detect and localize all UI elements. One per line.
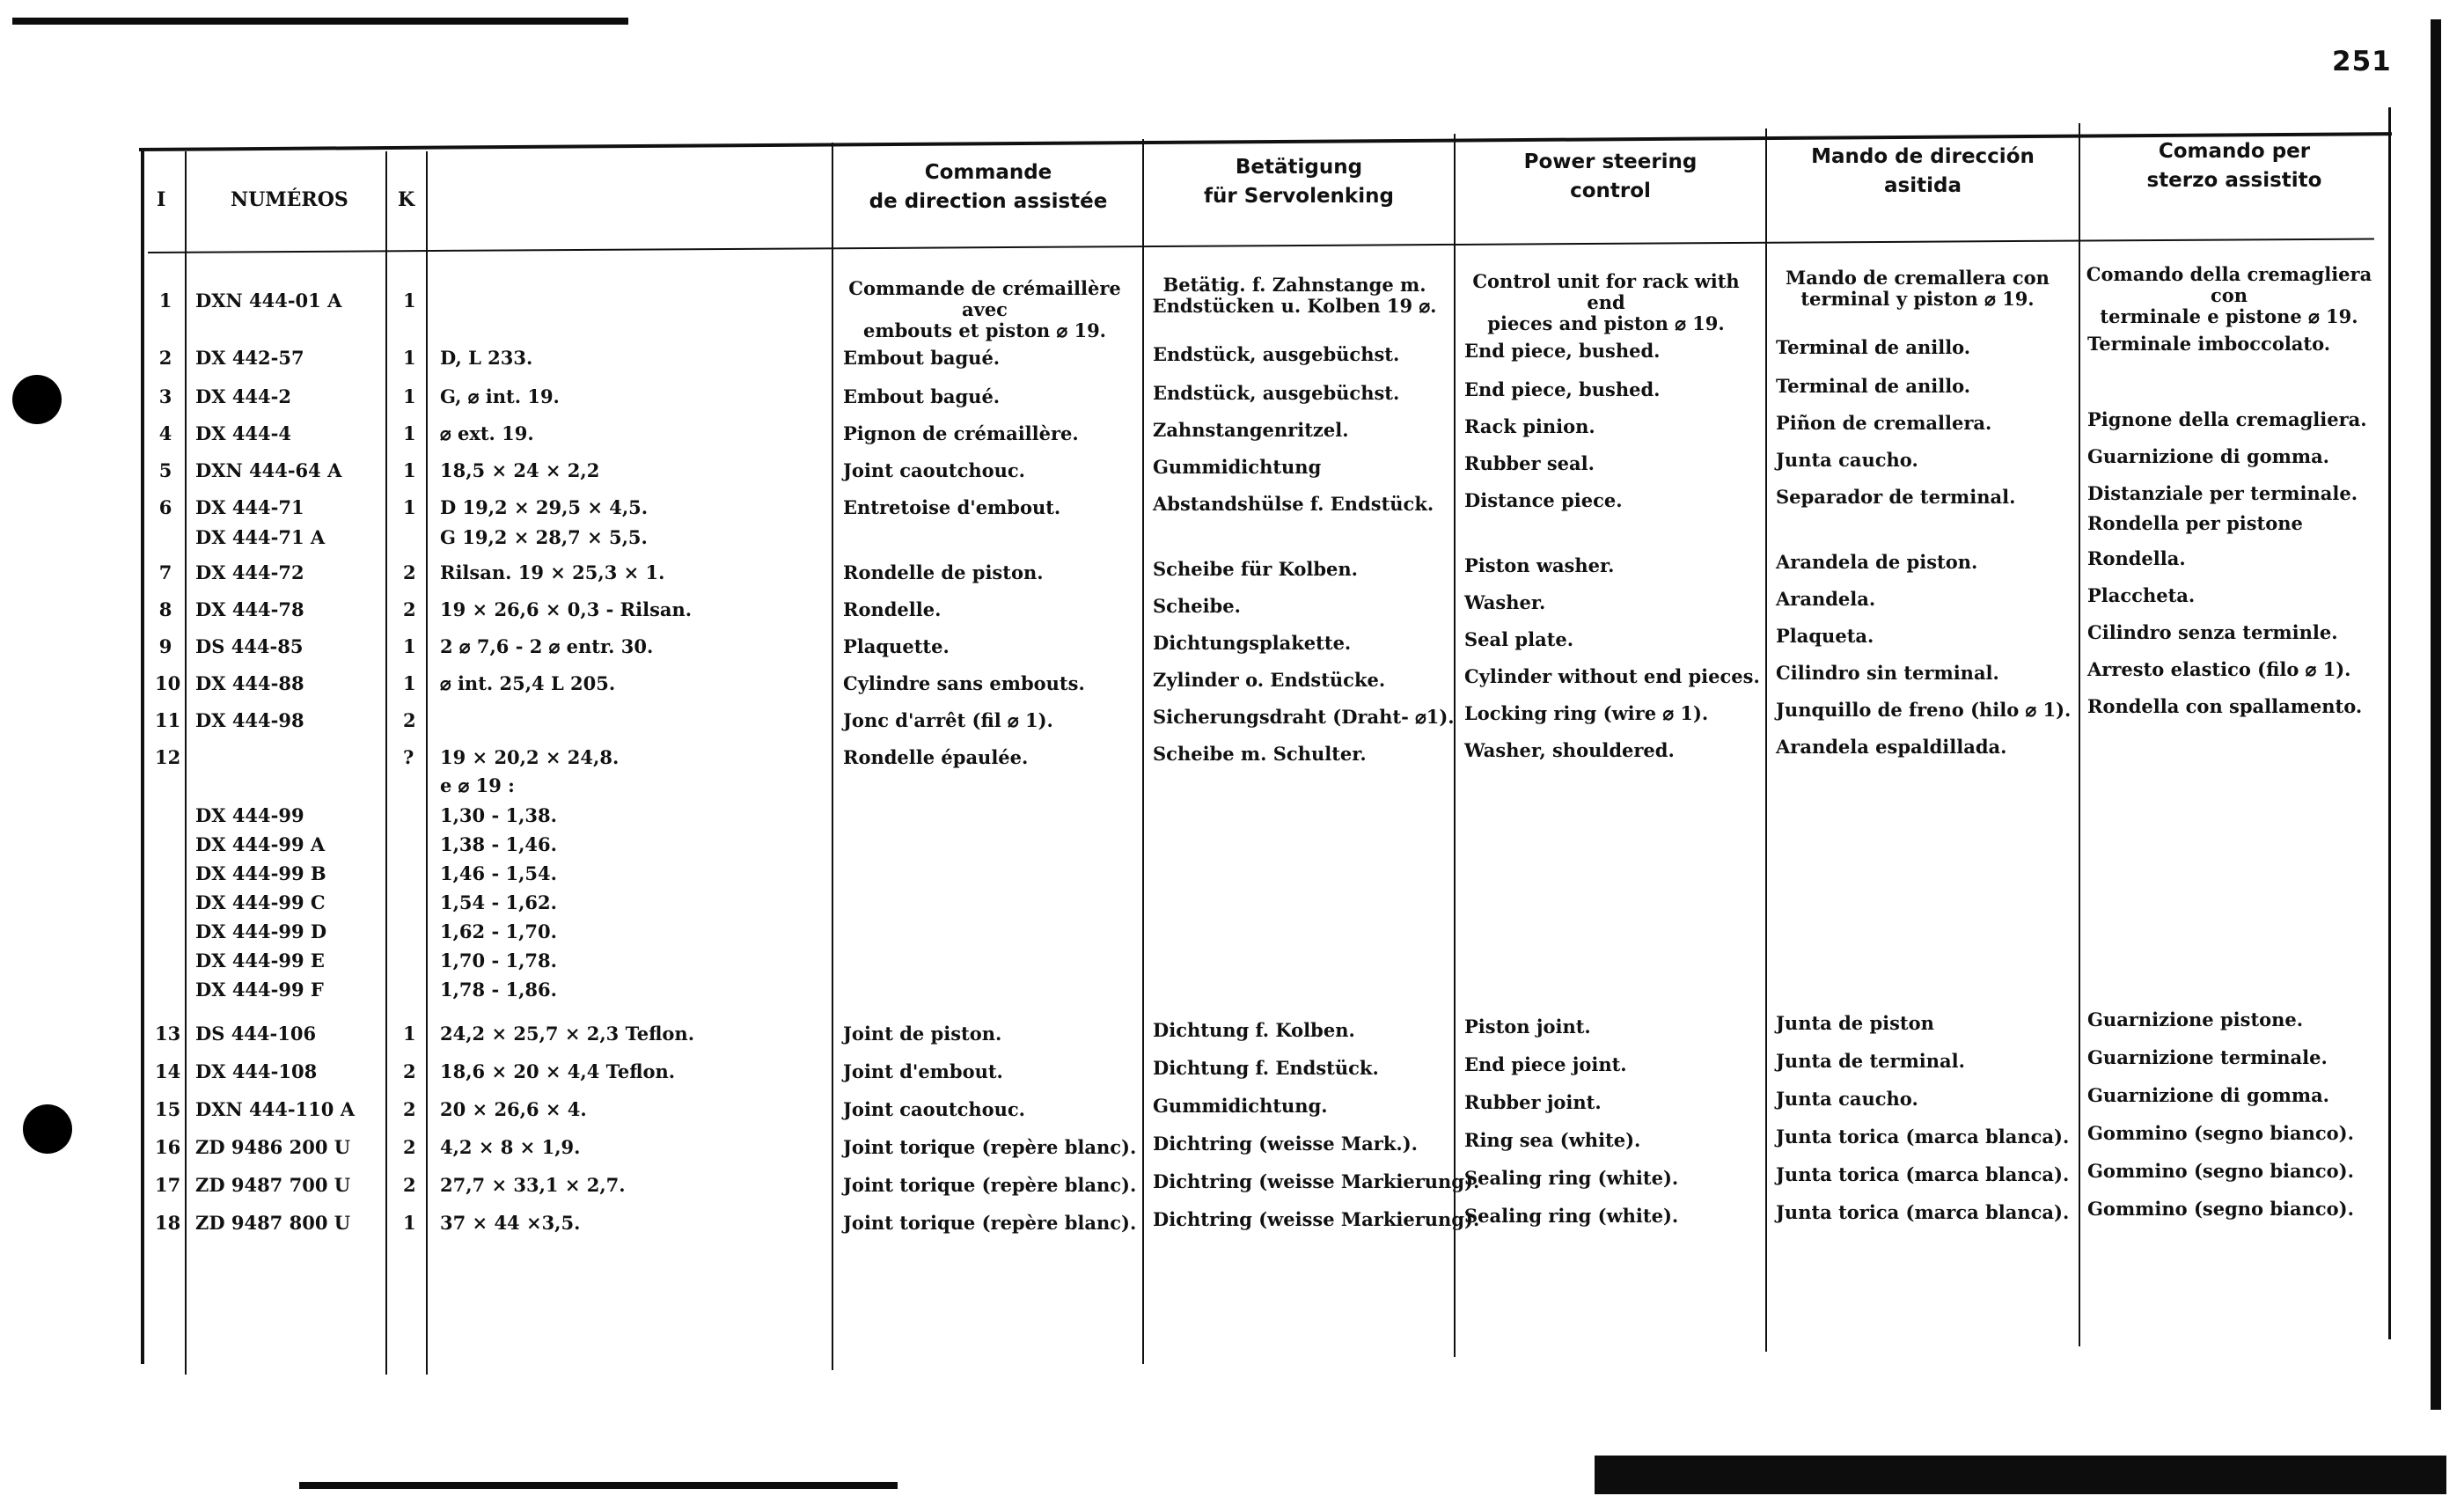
cell-fr: Rondelle de piston.	[843, 561, 1044, 583]
cell-en: Cylinder without end pieces.	[1464, 665, 1760, 687]
header-numeros: NUMÉROS	[231, 188, 348, 211]
cell-en: Piston joint.	[1464, 1016, 1591, 1038]
bottom-scan-bar-left	[299, 1482, 898, 1489]
cell-i: 18	[155, 1212, 181, 1234]
cell-spec: 18,6 × 20 × 4,4 Teflon.	[440, 1060, 676, 1082]
cell-i: 9	[158, 635, 172, 657]
cell-spec: e ⌀ 19 :	[440, 774, 515, 796]
cell-num: DX 444-88	[195, 672, 304, 694]
cell-i: 3	[158, 385, 172, 407]
cell-en: Washer, shouldered.	[1464, 739, 1675, 761]
cell-spec: 1,54 - 1,62.	[440, 891, 557, 913]
cell-es: Arandela de piston.	[1776, 551, 1978, 573]
cell-spec: 20 × 26,6 × 4.	[440, 1098, 587, 1120]
cell-i: 13	[155, 1023, 181, 1045]
cell-i: 2	[158, 347, 172, 369]
cell-de: Dichtring (weisse Markierung).	[1153, 1170, 1480, 1192]
cell-fr: Jonc d'arrêt (fil ⌀ 1).	[843, 709, 1053, 731]
cell-fr: Pignon de crémaillère.	[843, 422, 1079, 444]
cell-num: DX 444-99 C	[195, 891, 326, 913]
cell-it: Pignone della cremagliera.	[2087, 408, 2367, 430]
cell-fr: Joint d'embout.	[843, 1060, 1003, 1082]
cell-spec: 1,62 - 1,70.	[440, 920, 557, 942]
cell-spec: Rilsan. 19 × 25,3 × 1.	[440, 561, 665, 583]
col-divider-spec	[832, 143, 833, 1370]
cell-spec: 1,78 - 1,86.	[440, 979, 557, 1001]
cell-en: Washer.	[1464, 591, 1546, 613]
cell-es: Junta caucho.	[1776, 1088, 1918, 1110]
cell-fr: Joint caoutchouc.	[843, 459, 1025, 481]
cell-de: Gummidichtung	[1153, 456, 1322, 478]
cell-num: DX 444-99 E	[195, 950, 325, 972]
cell-it: Gommino (segno bianco).	[2087, 1198, 2354, 1220]
cell-k: 2	[403, 598, 416, 620]
cell-en: Sealing ring (white).	[1464, 1167, 1679, 1189]
cell-fr: Rondelle épaulée.	[843, 746, 1029, 768]
cell-fr: Plaquette.	[843, 635, 950, 657]
cell-it: Cilindro senza terminle.	[2087, 621, 2338, 643]
cell-num: DX 444-99 A	[195, 833, 326, 855]
cell-it: Gommino (segno bianco).	[2087, 1160, 2354, 1182]
cell-num: DXN 444-110 A	[195, 1098, 356, 1120]
cell-num: DX 442-57	[195, 347, 304, 369]
header-it: Comando per sterzo assistito	[2146, 140, 2322, 192]
cell-spec: ⌀ int. 25,4 L 205.	[440, 672, 616, 694]
header-i: I	[157, 188, 166, 211]
table-left-border	[141, 150, 144, 1364]
cell-k: 1	[403, 1212, 416, 1234]
cell-de: Betätig. f. Zahnstange m. Endstücken u. Kolben 19 ⌀.	[1152, 274, 1437, 317]
cell-i: 6	[158, 496, 172, 518]
cell-es: Terminal de anillo.	[1776, 375, 1971, 397]
cell-spec: G 19,2 × 28,7 × 5,5.	[440, 526, 648, 548]
cell-k: 2	[403, 561, 416, 583]
cell-de: Zahnstangenritzel.	[1153, 419, 1349, 441]
cell-it: Distanziale per terminale.	[2087, 482, 2358, 504]
cell-en: Piston washer.	[1464, 554, 1615, 576]
cell-spec: 37 × 44 ×3,5.	[440, 1212, 581, 1234]
cell-num: DX 444-4	[195, 422, 291, 444]
col-divider-numeros	[385, 151, 387, 1375]
cell-es: Junta de piston	[1776, 1012, 1934, 1034]
cell-de: Scheibe für Kolben.	[1153, 558, 1358, 580]
header-es: Mando de dirección asitida	[1811, 145, 2035, 197]
cell-fr: Cylindre sans embouts.	[843, 672, 1085, 694]
cell-k: 2	[403, 1174, 416, 1196]
cell-fr: Commande de crémaillère avec embouts et piston ⌀ 19.	[848, 277, 1121, 341]
cell-es: Separador de terminal.	[1776, 486, 2016, 508]
cell-en: Distance piece.	[1464, 489, 1623, 511]
cell-en: Sealing ring (white).	[1464, 1205, 1679, 1227]
cell-i: 17	[155, 1174, 181, 1196]
cell-num: DX 444-99 D	[195, 920, 327, 942]
cell-es: Arandela.	[1776, 588, 1876, 610]
cell-i: 4	[158, 422, 172, 444]
header-k: K	[398, 188, 415, 211]
cell-en: Seal plate.	[1464, 628, 1574, 650]
cell-de: Zylinder o. Endstücke.	[1153, 669, 1386, 691]
cell-it: Arresto elastico (filo ⌀ 1).	[2087, 658, 2351, 680]
cell-num: DX 444-78	[195, 598, 304, 620]
cell-es: Terminal de anillo.	[1776, 336, 1971, 358]
cell-de: Scheibe.	[1153, 595, 1241, 617]
table-right-border	[2388, 107, 2391, 1339]
cell-num: ZD 9487 700 U	[195, 1174, 351, 1196]
col-divider-fr	[1142, 139, 1144, 1364]
cell-k: 1	[403, 385, 416, 407]
cell-en: End piece, bushed.	[1464, 378, 1661, 400]
cell-k: 2	[403, 1136, 416, 1158]
cell-i: 14	[155, 1060, 181, 1082]
cell-num: DX 444-98	[195, 709, 304, 731]
cell-num: DX 444-99	[195, 804, 304, 826]
col-divider-i	[185, 151, 187, 1375]
cell-spec: G, ⌀ int. 19.	[440, 385, 560, 407]
cell-de: Abstandshülse f. Endstück.	[1153, 493, 1434, 515]
cell-num: DS 444-85	[195, 635, 304, 657]
cell-es: Junquillo de freno (hilo ⌀ 1).	[1776, 699, 2072, 721]
cell-en: End piece, bushed.	[1464, 340, 1661, 362]
cell-k: 1	[403, 1023, 416, 1045]
cell-spec: 1,70 - 1,78.	[440, 950, 557, 972]
cell-k: 1	[403, 347, 416, 369]
cell-fr: Joint caoutchouc.	[843, 1098, 1025, 1120]
cell-num: DX 444-71	[195, 496, 304, 518]
cell-es: Cilindro sin terminal.	[1776, 662, 1999, 684]
cell-k: 1	[403, 496, 416, 518]
cell-de: Dichtung f. Endstück.	[1153, 1057, 1379, 1079]
cell-k: 1	[403, 459, 416, 481]
cell-i: 10	[155, 672, 181, 694]
cell-k: 2	[403, 1098, 416, 1120]
cell-es: Junta torica (marca blanca).	[1776, 1126, 2070, 1148]
binder-hole-bottom	[23, 1104, 72, 1154]
cell-k: ?	[403, 746, 414, 768]
cell-it: Gommino (segno bianco).	[2087, 1122, 2354, 1144]
cell-it: Rondella per pistone	[2087, 512, 2303, 534]
cell-en: Control unit for rack with end pieces and piston ⌀ 19.	[1472, 270, 1740, 334]
bottom-scan-bar-right	[1595, 1456, 2446, 1494]
cell-num: DS 444-106	[195, 1023, 317, 1045]
cell-es: Junta torica (marca blanca).	[1776, 1201, 2070, 1223]
cell-it: Guarnizione pistone.	[2087, 1008, 2304, 1030]
cell-spec: 4,2 × 8 × 1,9.	[440, 1136, 581, 1158]
cell-num: DXN 444-64 A	[195, 459, 342, 481]
cell-de: Dichtring (weisse Mark.).	[1153, 1133, 1418, 1155]
cell-fr: Rondelle.	[843, 598, 942, 620]
cell-de: Endstück, ausgebüchst.	[1153, 382, 1400, 404]
cell-spec: D 19,2 × 29,5 × 4,5.	[440, 496, 649, 518]
col-divider-en	[1765, 128, 1767, 1352]
header-de: Betätigung für Servolenking	[1204, 156, 1394, 208]
cell-spec: 24,2 × 25,7 × 2,3 Teflon.	[440, 1023, 695, 1045]
cell-fr: Joint torique (repère blanc).	[843, 1212, 1137, 1234]
cell-de: Sicherungsdraht (Draht- ⌀1).	[1153, 706, 1455, 728]
cell-it: Rondella.	[2087, 547, 2186, 569]
cell-fr: Joint torique (repère blanc).	[843, 1174, 1137, 1196]
cell-k: 2	[403, 1060, 416, 1082]
cell-i: 16	[155, 1136, 181, 1158]
cell-k: 1	[403, 635, 416, 657]
cell-es: Plaqueta.	[1776, 625, 1874, 647]
cell-spec: ⌀ ext. 19.	[440, 422, 534, 444]
cell-k: 1	[403, 672, 416, 694]
cell-fr: Joint de piston.	[843, 1023, 1002, 1045]
cell-it: Placcheta.	[2087, 584, 2196, 606]
cell-de: Gummidichtung.	[1153, 1095, 1328, 1117]
cell-de: Scheibe m. Schulter.	[1153, 743, 1367, 765]
cell-es: Mando de cremallera con terminal y piston ⌀ 19.	[1786, 267, 2050, 310]
cell-en: End piece joint.	[1464, 1053, 1627, 1075]
cell-it: Rondella con spallamento.	[2087, 695, 2363, 717]
cell-i: 8	[158, 598, 172, 620]
cell-spec: 1,38 - 1,46.	[440, 833, 557, 855]
cell-k: 2	[403, 709, 416, 731]
cell-fr: Entretoise d'embout.	[843, 496, 1061, 518]
cell-es: Arandela espaldillada.	[1776, 736, 2007, 758]
cell-spec: 19 × 20,2 × 24,8.	[440, 746, 620, 768]
cell-num: ZD 9486 200 U	[195, 1136, 351, 1158]
cell-fr: Joint torique (repère blanc).	[843, 1136, 1137, 1158]
cell-spec: 2 ⌀ 7,6 - 2 ⌀ entr. 30.	[440, 635, 654, 657]
cell-i: 12	[155, 746, 181, 768]
cell-i: 11	[155, 709, 181, 731]
cell-i: 1	[158, 290, 172, 312]
cell-fr: Embout bagué.	[843, 347, 1001, 369]
header-en: Power steering control	[1523, 150, 1698, 202]
cell-spec: 1,46 - 1,54.	[440, 862, 557, 884]
right-scan-bar	[2431, 19, 2441, 1410]
cell-k: 1	[403, 290, 416, 312]
header-fr: Commande de direction assistée	[869, 161, 1108, 213]
col-divider-es	[2079, 123, 2080, 1346]
cell-num: DXN 444-01 A	[195, 290, 342, 312]
binder-hole-top	[12, 375, 62, 424]
cell-spec: 18,5 × 24 × 2,2	[440, 459, 600, 481]
cell-es: Junta caucho.	[1776, 449, 1918, 471]
col-divider-k	[426, 151, 428, 1375]
page-number: 251	[2332, 46, 2392, 77]
cell-spec: 27,7 × 33,1 × 2,7.	[440, 1174, 626, 1196]
cell-it: Guarnizione terminale.	[2087, 1046, 2328, 1068]
cell-num: DX 444-71 A	[195, 526, 326, 548]
cell-num: DX 444-2	[195, 385, 291, 407]
cell-de: Endstück, ausgebüchst.	[1153, 343, 1400, 365]
cell-es: Junta de terminal.	[1776, 1050, 1965, 1072]
top-scan-bar	[12, 18, 628, 25]
cell-num: DX 444-99 B	[195, 862, 326, 884]
cell-i: 5	[158, 459, 172, 481]
cell-num: DX 444-99 F	[195, 979, 324, 1001]
cell-it: Guarnizione di gomma.	[2087, 445, 2329, 467]
cell-en: Rubber seal.	[1464, 452, 1595, 474]
cell-de: Dichtring (weisse Markierung).	[1153, 1208, 1480, 1230]
cell-es: Piñon de cremallera.	[1776, 412, 1992, 434]
cell-de: Dichtungsplakette.	[1153, 632, 1352, 654]
cell-es: Junta torica (marca blanca).	[1776, 1163, 2070, 1185]
cell-num: ZD 9487 800 U	[195, 1212, 351, 1234]
cell-num: DX 444-72	[195, 561, 304, 583]
cell-it: Comando della cremagliera con terminale e pistone ⌀ 19.	[2086, 263, 2372, 327]
cell-de: Dichtung f. Kolben.	[1153, 1019, 1355, 1041]
cell-spec: D, L 233.	[440, 347, 533, 369]
cell-en: Ring sea (white).	[1464, 1129, 1641, 1151]
cell-i: 7	[158, 561, 172, 583]
cell-it: Terminale imboccolato.	[2087, 333, 2331, 355]
cell-fr: Embout bagué.	[843, 385, 1001, 407]
cell-en: Rack pinion.	[1464, 415, 1595, 437]
cell-k: 1	[403, 422, 416, 444]
cell-i: 15	[155, 1098, 181, 1120]
cell-spec: 1,30 - 1,38.	[440, 804, 557, 826]
cell-spec: 19 × 26,6 × 0,3 - Rilsan.	[440, 598, 693, 620]
cell-it: Guarnizione di gomma.	[2087, 1084, 2329, 1106]
header-bottom-rule	[148, 238, 2374, 253]
cell-en: Rubber joint.	[1464, 1091, 1602, 1113]
cell-num: DX 444-108	[195, 1060, 318, 1082]
cell-en: Locking ring (wire ⌀ 1).	[1464, 702, 1709, 724]
